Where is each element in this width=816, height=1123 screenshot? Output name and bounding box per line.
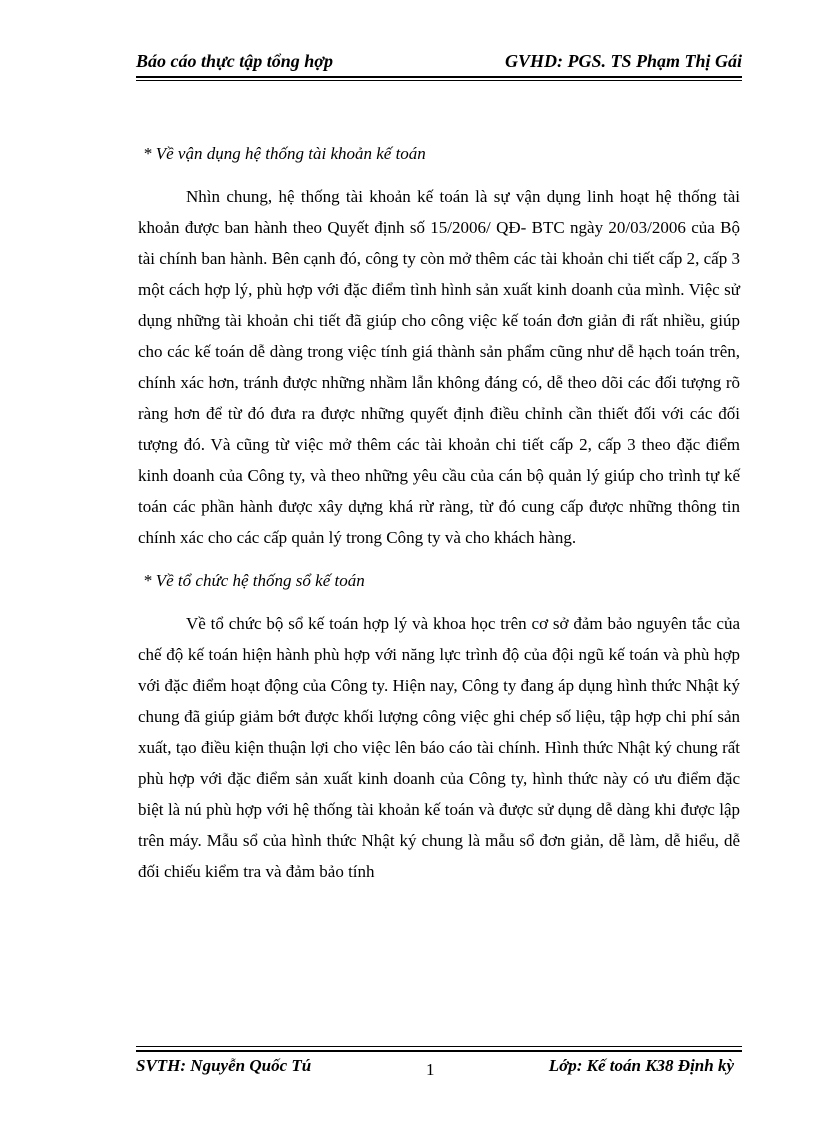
- page-footer: [136, 1054, 742, 1078]
- footer-rule-thick: [136, 1050, 742, 1052]
- footer-rule-thin: [136, 1046, 742, 1047]
- paragraph-books: Về tổ chức bộ sổ kế toán hợp lý và khoa học trên cơ sở đảm bảo nguyên tắc của chế độ kế toán hiện hành phù hợp với năng lực trình độ của đội ngũ kế toán và phù hợp với đặc điểm hoạt động của Công ty. Hiện nay, Công ty đang áp dụng hình thức Nhật ký chung đã giúp giảm bớt được khối lượng công việc ghi chép số liệu, tập hợp chi phí sản xuất, tạo điều kiện thuận lợi cho việc lên báo cáo tài chính. Hình thức Nhật ký chung rất phù hợp với đặc điểm sản xuất kinh doanh của Công ty, hình thức này có ưu điểm đặc biệt là nú phù hợp với hệ thống tài khoản kế toán và được sử dụng dễ dàng khi được lập trên máy. Mẫu sổ của hình thức Nhật ký chung là mẫu sổ đơn giản, dễ làm, dễ hiểu, dễ đối chiếu kiểm tra và đảm bảo tính: [138, 614, 740, 881]
- page-header: [136, 48, 742, 74]
- header-rule-thin: [136, 80, 742, 81]
- page-body: [138, 140, 740, 889]
- footer-student: SVTH: Nguyễn Quốc Tú: [136, 1056, 312, 1075]
- paragraph-accounts: Nhìn chung, hệ thống tài khoản kế toán là sự vận dụng linh hoạt hệ thống tài khoản được ban hành theo Quyết định số 15/2006/ QĐ- BTC ngày 20/03/2006 của Bộ tài chính ban hành. Bên cạnh đó, công ty còn mở thêm các tài khoản chi tiết cấp 2, cấp 3 một cách hợp lý, phù hợp với đặc điểm tình hình sản xuất kinh doanh của mình. Việc sử dụng những tài khoản chi tiết đã giúp cho công việc kế toán đơn giản đi rất nhiều, giúp cho các kế toán dễ dàng trong việc tính giá thành sản phẩm cũng như dễ hạch toán trên, chính xác hơn, tránh được những nhầm lẫn không đáng có, dễ theo dõi các đối tượng rõ ràng hơn để từ đó đưa ra được những quyết định điều chỉnh cần thiết đối với các đối tượng đó. Và cũng từ việc mở thêm các tài khoản chi tiết cấp 2, cấp 3 theo đặc điểm kinh doanh của Công ty, và theo những yêu cầu của cán bộ quản lý giúp cho trình tự kế toán các phần hành được xây dựng khá rừ ràng, từ đó cung cấp được những thông tin chính xác cho các cấp quản lý trong Công ty và cho khách hàng.: [138, 187, 740, 547]
- section-heading-books: * Về tổ chức hệ thống sổ kế toán: [143, 571, 365, 590]
- section-heading-accounts: * Về vận dụng hệ thống tài khoản kế toán: [143, 144, 426, 163]
- header-report-title: Báo cáo thực tập tổng hợp: [136, 51, 333, 71]
- page-number: 1: [426, 1060, 435, 1079]
- header-supervisor: GVHD: PGS. TS Phạm Thị Gái: [504, 51, 742, 71]
- footer-class: Lớp: Kế toán K38 Định kỳ: [548, 1056, 734, 1075]
- header-rule-thick: [136, 76, 742, 78]
